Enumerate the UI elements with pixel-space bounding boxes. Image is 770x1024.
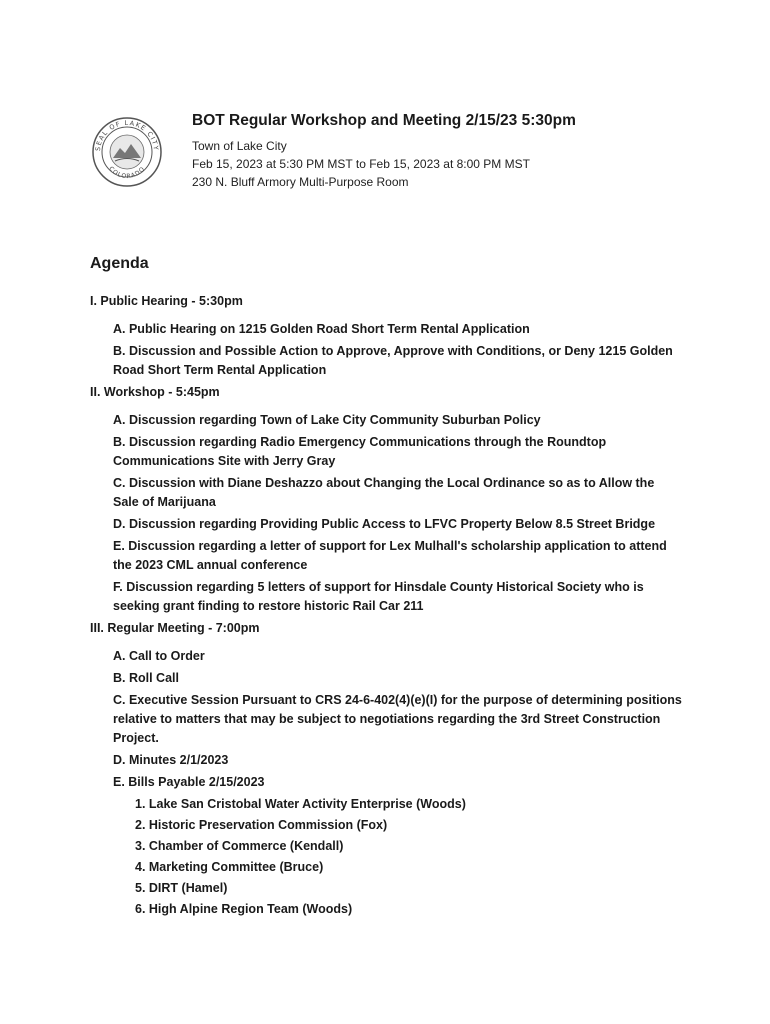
section-regular-meeting: III. Regular Meeting - 7:00pm xyxy=(90,621,260,635)
agenda-item: D. Discussion regarding Providing Public Access to LFVC Property Below 8.5 Street Bridge xyxy=(113,517,656,531)
agenda-list xyxy=(90,292,690,921)
meeting-title: BOT Regular Workshop and Meeting 2/15/23 5:30pm xyxy=(192,112,576,129)
meeting-datetime: Feb 15, 2023 at 5:30 PM MST to Feb 15, 2023 at 8:00 PM MST xyxy=(192,157,530,171)
bills-payable-subitem: 1. Lake San Cristobal Water Activity Enterprise (Woods) xyxy=(135,797,466,811)
bills-payable-subitem: 5. DIRT (Hamel) xyxy=(135,881,228,895)
agenda-item: A. Call to Order xyxy=(113,649,205,663)
meeting-header xyxy=(192,112,576,191)
agenda-item: C. Executive Session Pursuant to CRS 24-6-402(4)(e)(I) for the purpose of determining positions relative to matters that may be subject to negotiations regarding the 3rd Street Construction Project. xyxy=(113,693,682,745)
agenda-item: A. Public Hearing on 1215 Golden Road Short Term Rental Application xyxy=(113,322,530,336)
organization-name: Town of Lake City xyxy=(192,139,287,153)
town-seal-logo xyxy=(91,116,163,188)
agenda-item: B. Discussion and Possible Action to Approve, Approve with Conditions, or Deny 1215 Golden Road Short Term Rental Application xyxy=(113,344,673,377)
bills-payable-subitem: 6. High Alpine Region Team (Woods) xyxy=(135,902,353,916)
agenda-item: B. Discussion regarding Radio Emergency Communications through the Roundtop Communications Site with Jerry Gray xyxy=(113,435,607,468)
agenda-heading: Agenda xyxy=(90,255,149,272)
agenda-item: A. Discussion regarding Town of Lake City Community Suburban Policy xyxy=(113,413,541,427)
agenda-item: D. Minutes 2/1/2023 xyxy=(113,753,229,767)
svg-text:COLORADO: COLORADO xyxy=(107,165,147,181)
svg-text:SEAL OF LAKE CITY: SEAL OF LAKE CITY xyxy=(93,119,161,152)
agenda-item: B. Roll Call xyxy=(113,671,179,685)
section-public-hearing: I. Public Hearing - 5:30pm xyxy=(90,294,243,308)
meeting-location: 230 N. Bluff Armory Multi-Purpose Room xyxy=(192,175,409,189)
bills-payable-subitem: 2. Historic Preservation Commission (Fox) xyxy=(135,818,388,832)
agenda-item: C. Discussion with Diane Deshazzo about Changing the Local Ordinance so as to Allow the Sale of Marijuana xyxy=(113,476,655,509)
section-workshop: II. Workshop - 5:45pm xyxy=(90,385,220,399)
agenda-item: E. Bills Payable 2/15/2023 xyxy=(113,775,265,789)
agenda-item: E. Discussion regarding a letter of support for Lex Mulhall's scholarship application to attend the 2023 CML annual conference xyxy=(113,539,667,572)
bills-payable-subitem: 4. Marketing Committee (Bruce) xyxy=(135,860,324,874)
bills-payable-subitem: 3. Chamber of Commerce (Kendall) xyxy=(135,839,344,853)
agenda-item: F. Discussion regarding 5 letters of support for Hinsdale County Historical Society who is seeking grant finding to restore historic Rail Car 211 xyxy=(113,580,644,613)
